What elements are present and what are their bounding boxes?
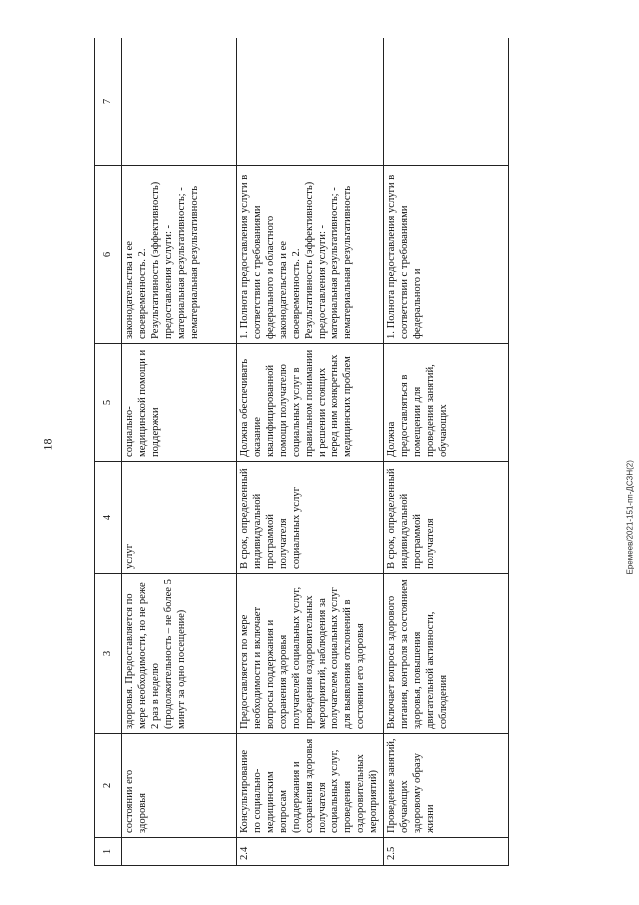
column-header: 2 (95, 734, 122, 838)
table-row (237, 38, 384, 866)
service-term: В срок, определенный индивидуальной программой получателя социальных услуг (237, 462, 384, 574)
header-row (95, 38, 122, 866)
service-content: Включает вопросы здорового питания, контроля за состоянием здоровья, повышения двигательной активности, соблюдения (384, 574, 509, 734)
service-conditions: Должна обеспечивать оказание квалифицированной помощи получателю социальных услуг в правильном понимании и решении стоящих перед ним конкретных медицинских проблем (237, 344, 384, 462)
service-indicators: 1. Полнота предоставления услуги в соответствии с требованиями федерального и областного законодательства и ее своевременность. 2. Результативность (эффективность) предоставления услуги: - материальная результативность; - нематериальная результативность (237, 166, 384, 344)
service-conditions: социально-медицинской помощи и поддержки (122, 344, 237, 462)
column-header: 4 (95, 462, 122, 574)
table-row (122, 38, 237, 866)
page-number: 18 (40, 438, 55, 451)
service-term: услуг (122, 462, 237, 574)
service-name: Проведение занятий, обучающих здоровому образу жизни (384, 734, 509, 838)
column-header: 5 (95, 344, 122, 462)
service-indicators: 1. Полнота предоставления услуги в соответствии с требованиями федерального и (384, 166, 509, 344)
service-extra (122, 38, 237, 166)
service-extra (384, 38, 509, 166)
table-row (384, 38, 509, 866)
table-viewport (94, 38, 524, 866)
column-header: 1 (95, 838, 122, 866)
row-number: 2.5 (384, 838, 509, 866)
column-header: 6 (95, 166, 122, 344)
row-number: 2.4 (237, 838, 384, 866)
rotated-table-container (94, 38, 524, 866)
service-extra (237, 38, 384, 166)
service-name: состоянии его здоровья (122, 734, 237, 838)
service-conditions: Должна предоставляться в помещении для проведения занятий, обучающих (384, 344, 509, 462)
service-content: Предоставляется по мере необходимости и включает вопросы поддержания и сохранения здоровья получателей социальных услуг, проведения оздоровительных мероприятий, наблюдения за получателем социальных услуг для выявления отклонений в состоянии его здоровья (237, 574, 384, 734)
service-term: В срок, определенный индивидуальной программой получателя (384, 462, 509, 574)
service-content: здоровья. Предоставляется по мере необходимости, но не реже 2 раз в неделю (продолжительность – не более 5 минут за одно посещение) (122, 574, 237, 734)
row-number (122, 838, 237, 866)
column-header: 3 (95, 574, 122, 734)
column-header: 7 (95, 38, 122, 166)
service-indicators: законодательства и ее своевременность. 2. Результативность (эффективность) предоставления услуги: - материальная результативность; - нематериальная результативность (122, 166, 237, 344)
document-footer-code: Еремеев/2021-151-пп-ДСЗН(2) (625, 460, 635, 575)
service-name: Консультирование по социально-медицинским вопросам (поддержания и сохранения здоровья получателя социальных услуг, проведения оздоровительных мероприятий) (237, 734, 384, 838)
services-table (94, 38, 509, 866)
